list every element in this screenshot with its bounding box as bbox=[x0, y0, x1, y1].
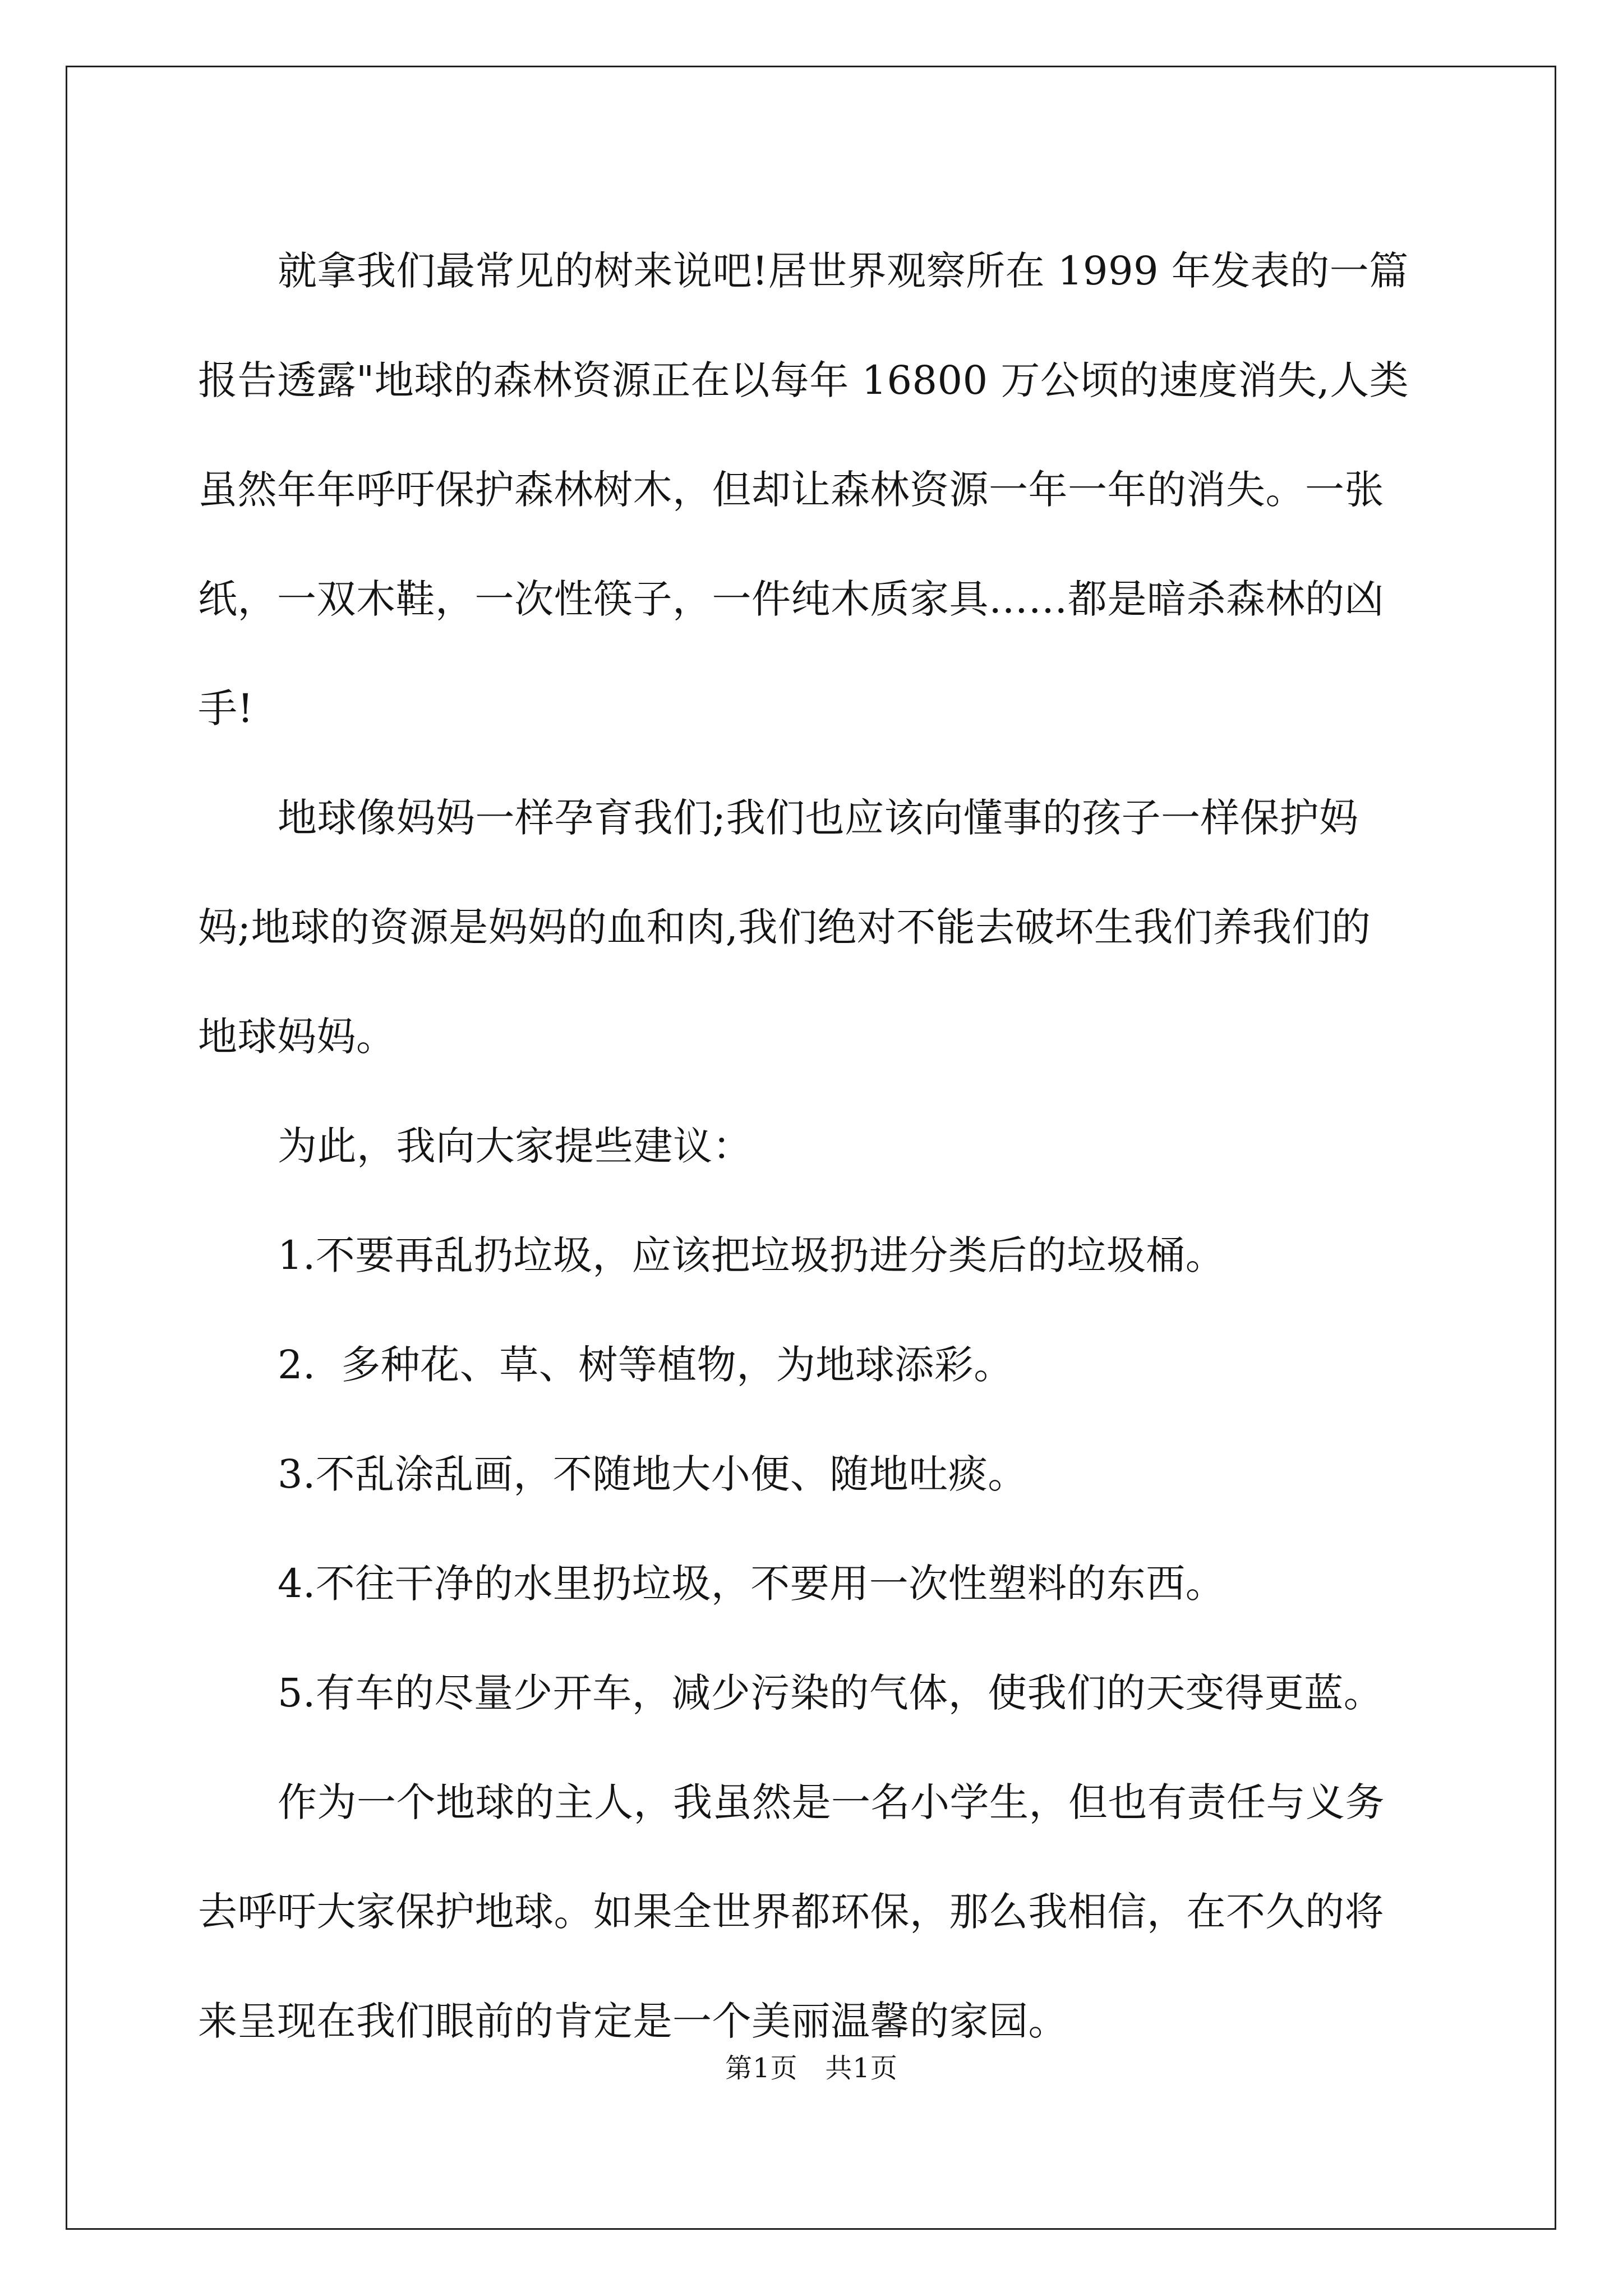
text-line: 虽然年年呼吁保护森林树木，但却让森林资源一年一年的消失。一张 bbox=[198, 467, 1384, 513]
text-line: 作为一个地球的主人，我虽然是一名小学生，但也有责任与义务 bbox=[278, 1779, 1385, 1825]
text-line: 纸，一双木鞋，一次性筷子，一件纯木质家具……都是暗杀森林的凶 bbox=[198, 576, 1384, 622]
text-line: 手! bbox=[198, 685, 254, 731]
text-line: 来呈现在我们眼前的肯定是一个美丽温馨的家园。 bbox=[198, 1998, 1068, 2044]
suggestion-item-1 bbox=[198, 1201, 1432, 1310]
paragraph-forest-loss bbox=[198, 217, 1432, 763]
suggestion-item-4 bbox=[198, 1529, 1432, 1639]
text-line: 4.不往干净的水里扔垃圾，不要用一次性塑料的东西。 bbox=[278, 1561, 1225, 1607]
suggestion-item-5 bbox=[198, 1639, 1432, 1748]
text-line: 去呼吁大家保护地球。如果全世界都环保，那么我相信，在不久的将 bbox=[198, 1889, 1384, 1935]
paragraph-suggestion-intro bbox=[198, 1092, 1432, 1201]
text-line: 1.不要再乱扔垃圾，应该把垃圾扔进分类后的垃圾桶。 bbox=[278, 1232, 1225, 1278]
text-line: 2. 多种花、草、树等植物，为地球添彩。 bbox=[278, 1342, 1013, 1388]
text-line: 妈;地球的资源是妈妈的血和肉,我们绝对不能去破坏生我们养我们的 bbox=[198, 904, 1371, 950]
paragraph-earth-mother bbox=[198, 763, 1432, 1092]
suggestion-item-2 bbox=[198, 1310, 1432, 1420]
text-line: 报告透露"地球的森林资源正在以每年 16800 万公顷的速度消失,人类 bbox=[198, 357, 1409, 403]
text-line: 3.不乱涂乱画，不随地大小便、随地吐痰。 bbox=[278, 1451, 1027, 1497]
text-line: 地球像妈妈一样孕育我们;我们也应该向懂事的孩子一样保护妈 bbox=[278, 795, 1359, 841]
page-number-footer: 第1页 共1页 bbox=[725, 2053, 898, 2084]
paragraph-conclusion bbox=[198, 1748, 1432, 2076]
text-line: 为此，我向大家提些建议： bbox=[278, 1123, 752, 1169]
text-line: 5.有车的尽量少开车，减少污染的气体，使我们的天变得更蓝。 bbox=[278, 1670, 1384, 1716]
text-line: 地球妈妈。 bbox=[198, 1014, 396, 1060]
text-line: 就拿我们最常见的树来说吧!居世界观察所在 1999 年发表的一篇 bbox=[278, 248, 1409, 294]
suggestion-item-3 bbox=[198, 1420, 1432, 1529]
document-body bbox=[198, 217, 1432, 2076]
